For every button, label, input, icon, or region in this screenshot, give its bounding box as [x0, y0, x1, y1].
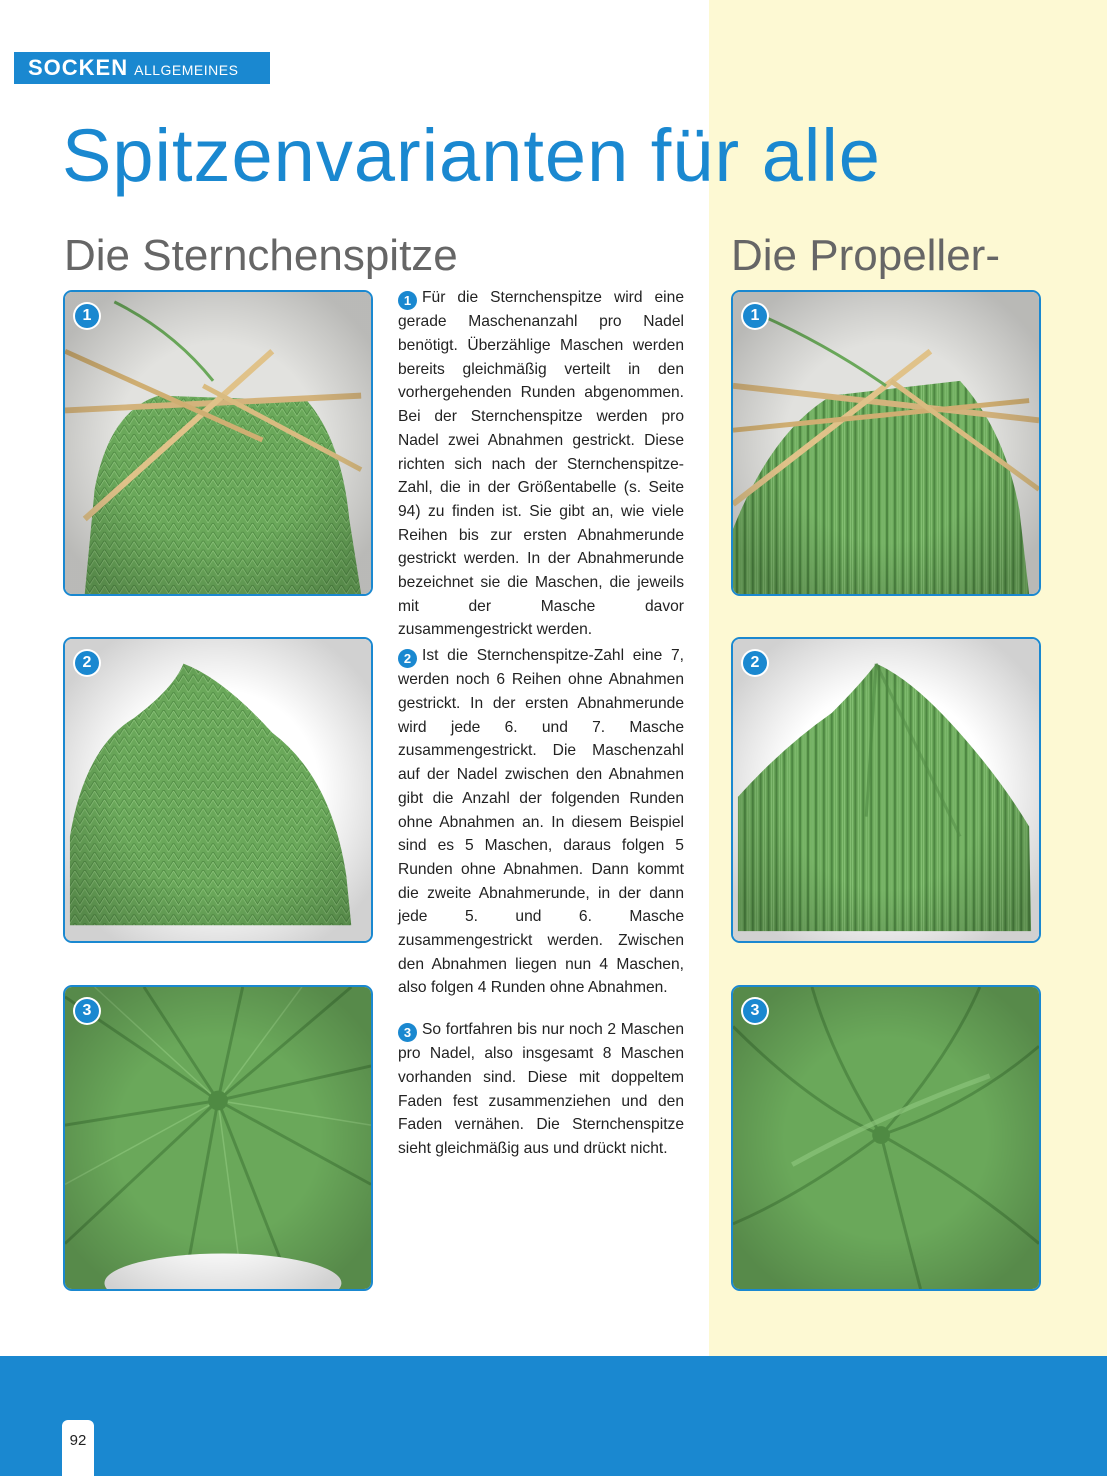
step-badge-3: 3	[743, 999, 767, 1023]
step-badge-2: 2	[743, 651, 767, 675]
photo-propeller-step-1	[731, 290, 1041, 596]
step-badge-2: 2	[75, 651, 99, 675]
photo-sternchen-step-3	[63, 985, 373, 1291]
knitting-photo-illustration	[65, 987, 371, 1289]
step-number-3: 3	[398, 1023, 417, 1042]
footer-band	[0, 1356, 1107, 1476]
knitting-photo-illustration	[733, 987, 1039, 1289]
step-2-text: Ist die Sternchenspitze-Zahl eine 7, werden noch 6 Reihen ohne Abnahmen gestrickt. In der ersten Abnahmerunde wird jede 6. und 7. Masche zusammengestrickt. Die Maschenzahl auf der Nadel zwischen den Abnahmen gibt die Anzahl der folgenden Runden ohne Abnahmen an. In diesem Beispiel sind es 5 Maschen, daraus folgen 5 Runden ohne Abnahmen. Dann kommt die zweite Abnahmerunde, in der dann jede 5. und 6. Masche zusammengestrickt werden. Zwischen den Abnahmen liegen nun 4 Maschen, also folgen 4 Runden ohne Abnahmen.	[398, 647, 684, 997]
knitting-photo-illustration	[65, 639, 371, 941]
knitting-photo-illustration	[733, 639, 1039, 941]
right-column-heading: Die Propeller-	[731, 231, 1000, 280]
knitting-photo-illustration	[65, 292, 371, 594]
page-number-tab	[62, 1420, 94, 1476]
page-title: Spitzenvarianten für alle	[62, 114, 881, 197]
step-3-paragraph	[398, 1018, 684, 1161]
page-number: 92	[69, 1432, 87, 1449]
step-number-1: 1	[398, 291, 417, 310]
step-number-2: 2	[398, 649, 417, 668]
step-badge-1: 1	[743, 304, 767, 328]
photo-propeller-step-2	[731, 637, 1041, 943]
photo-sternchen-step-1	[63, 290, 373, 596]
step-2-paragraph	[398, 644, 684, 1000]
photo-propeller-step-3	[731, 985, 1041, 1291]
step-1-text: Für die Sternchenspitze wird eine gerade Maschenanzahl pro Nadel benötigt. Überzählige Maschen werden bereits gleichmäßig verteilt in den vorhergehenden Runden abgenommen. Bei der Sternchenspitze werden pro Nadel zwei Abnahmen gestrickt. Diese richten sich nach der Sternchenspitze-Zahl, die in der Größentabelle (s. Seite 94) zu finden ist. Sie gibt an, wie viele Reihen bis zur ersten Abnahmerunde gestrickt werden. In der Abnahmerunde bezeichnet sie die Maschen, die jeweils mit der Masche davor zusammengestrickt werden.	[398, 289, 684, 639]
subsection-label: ALLGEMEINES	[134, 62, 239, 78]
step-badge-3: 3	[75, 999, 99, 1023]
step-1-paragraph	[398, 286, 684, 642]
left-column-heading: Die Sternchenspitze	[64, 231, 458, 280]
section-tag	[14, 52, 270, 84]
step-3-text: So fortfahren bis nur noch 2 Maschen pro Nadel, also insgesamt 8 Maschen vorhanden sind. Diese mit doppeltem Faden fest zusammenziehen und den Faden vernähen. Die Sternchenspitze sieht gleichmäßig aus und drückt nicht.	[398, 1021, 684, 1158]
step-badge-1: 1	[75, 304, 99, 328]
photo-sternchen-step-2	[63, 637, 373, 943]
knitting-photo-illustration	[733, 292, 1039, 594]
section-label: SOCKEN	[28, 55, 129, 80]
